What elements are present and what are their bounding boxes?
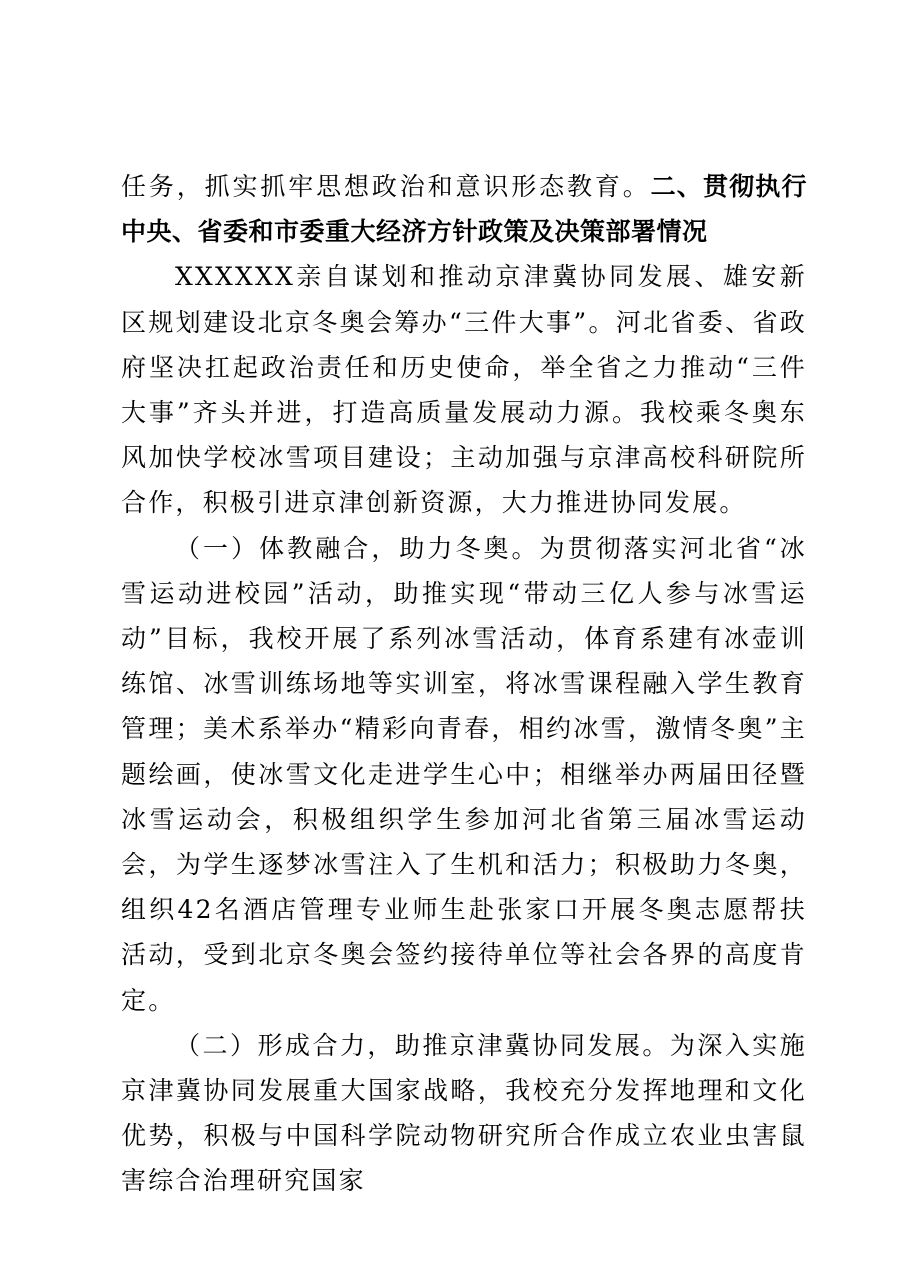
section-heading: 二、贯彻执行中央、省委和市委重大经济方针政策及决策部署情况 (121, 172, 807, 247)
paragraph-intro-text: 任务，抓实抓牢思想政治和意识形态教育。 (121, 172, 651, 201)
document-body (121, 164, 807, 1204)
paragraph-overview: XXXXXX亲自谋划和推动京津冀协同发展、雄安新区规划建设北京冬奥会筹办“三件大事”。河北省委、省政府坚决扛起政治责任和历史使命，举全省之力推动“三件大事”齐头并进，打造高质量发展动力源。我校乘冬奥东风加快学校冰雪项目建设；主动加强与京津高校科研院所合作，积极引进京津创新资源，大力推进协同发展。 (121, 262, 807, 518)
paragraph-intro (121, 164, 807, 254)
paragraph-section-one: （一）体教融合，助力冬奥。为贯彻落实河北省“冰雪运动进校园”活动，助推实现“带动三亿人参与冰雪运动”目标，我校开展了系列冰雪活动，体育系建有冰壶训练馆、冰雪训练场地等实训室，将冰雪课程融入学生教育管理；美术系举办“精彩向青春，相约冰雪，激情冬奥”主题绘画，使冰雪文化走进学生心中；相继举办两届田径暨冰雪运动会，积极组织学生参加河北省第三届冰雪运动会，为学生逐梦冰雪注入了生机和活力；积极助力冬奥，组织42名酒店管理专业师生赴张家口开展冬奥志愿帮扶活动，受到北京冬奥会签约接待单位等社会各界的高度肯定。 (121, 533, 807, 1015)
paragraph-section-two: （二）形成合力，助推京津冀协同发展。为深入实施京津冀协同发展重大国家战略，我校充分发挥地理和文化优势，积极与中国科学院动物研究所合作成立农业虫害鼠害综合治理研究国家 (121, 1030, 807, 1196)
